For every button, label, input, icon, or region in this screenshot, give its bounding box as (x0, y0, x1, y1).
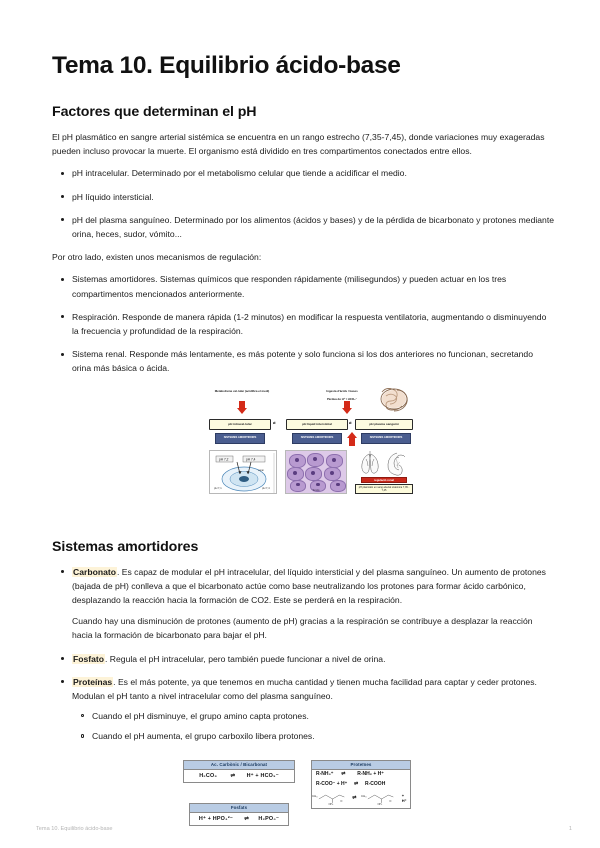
term-carbonate: Carbonato (73, 566, 116, 577)
svg-text:pH 7,2: pH 7,2 (219, 457, 229, 462)
equilibrium-symbol-1: ⇌ (273, 420, 276, 425)
equation-proteins-row-amino (312, 770, 410, 779)
amino-acid-structure-icon (312, 790, 347, 805)
equation-box-phosphate (189, 803, 289, 827)
intestine-icon (377, 386, 413, 414)
section-heading-ph-factors: Factores que determinan el pH (52, 104, 257, 120)
arrow-down-right-head (342, 408, 352, 414)
equation-header-proteins: Proteïnes (312, 761, 410, 770)
regulation-list (52, 272, 554, 375)
list-item: Sistemas amortidores. Sistemas químicos que responden rápidamente (milisegundos) y pueden actuar en los tres compartimentos mencionados anteriormente. (52, 272, 554, 300)
box-buffers-plasma: SISTEMES AMORTIDORS (361, 433, 411, 444)
page-title: Tema 10. Equilibrio ácido-base (52, 52, 401, 79)
proteins-row2-left: R-COO⁻ + H⁺ (316, 780, 348, 787)
equilibrium-symbol-2: ⇌ (349, 420, 352, 425)
list-item-carbonate (52, 565, 554, 643)
label-renal-regulation: regulació renal (361, 477, 407, 483)
equation-header-phosphate: Fosfats (190, 804, 288, 813)
protein-sub-list (72, 709, 554, 743)
arrow-up-renal (349, 437, 355, 446)
label-ph-range-note: pH plasmàtic en sang arterial sistèmica 7,35 - 7,45 (355, 484, 413, 494)
structure-proton-label: + H⁺ (401, 792, 407, 803)
panel-cell-diagram (209, 450, 277, 494)
box-buffers-interstitial: SISTEMES AMORTIDORS (292, 433, 342, 444)
equation-carbonic-right: H⁺ + HCO₃⁻ (246, 773, 279, 780)
equation-box-carbonic (183, 760, 295, 784)
panel-tissue-cells (285, 450, 347, 494)
box-buffers-intracellular: SISTEMES AMORTIDORS (215, 433, 265, 444)
arrow-up-renal-head (347, 432, 357, 438)
proteins-row1-arrow: ⇌ (341, 771, 346, 778)
regulation-intro-paragraph: Por otro lado, existen unos mecanismos de regulación: (52, 252, 262, 263)
equation-proteins-row-carboxyl (312, 779, 410, 788)
cell-schematic-icon (210, 451, 277, 494)
svg-text:CH₃: CH₃ (312, 794, 318, 799)
proteins-row1-right: R-NH₂ + H⁺ (357, 771, 384, 778)
compartment-list (52, 166, 554, 241)
equation-carbonic-arrow: ⇌ (230, 773, 236, 780)
list-item: pH líquido intersticial. (52, 190, 554, 204)
proteins-row2-right: R-COOH (365, 780, 386, 787)
list-item: Respiración. Responde de manera rápida (1-2 minutos) en modificar la respuesta ventilatoria, augmentando o disminuyendo la frecuencia y profundidad de la respiración. (52, 310, 554, 338)
box-ph-plasma: pH plasma sanguini (355, 419, 413, 430)
equation-header-carbonic: Ac. Carbònic / Bicarbonat (184, 761, 294, 770)
sub-list-item: Cuando el pH aumenta, el grupo carboxilo libera protones. (72, 729, 554, 743)
term-proteins: Proteínas (73, 676, 113, 687)
panel-lungs-kidney (355, 450, 413, 494)
term-proteins-text: . Es el más potente, ya que tenemos en mucha cantidad y tienen mucha facilidad para captar y ceder protones. Modulan el pH tanto a nivel intracelular como del plasma sanguíneo. (72, 676, 537, 702)
svg-text:CH₃: CH₃ (361, 794, 367, 799)
svg-text:NH₂: NH₂ (378, 803, 383, 806)
panel-caption-tissue: Teixits (312, 488, 320, 492)
buffer-systems-list (52, 565, 554, 744)
svg-text:espai: espai (258, 468, 264, 472)
svg-text:O: O (389, 800, 392, 804)
carbonate-extra-paragraph: Cuando hay una disminución de protones (aumento de pH) gracias a la respiración se contribuye a desplazar la reacción hacia la formación de bicarbonato para bajar el pH. (72, 616, 533, 641)
lungs-kidney-icon (355, 450, 413, 476)
proteins-row2-arrow: ⇌ (354, 780, 359, 787)
equation-body-phosphate (190, 813, 288, 825)
equation-proteins-structures (312, 788, 410, 808)
proteins-row1-left: R-NH₃⁺ (316, 771, 334, 778)
list-item-phosphate (52, 652, 554, 666)
term-phosphate: Fosfato (73, 653, 105, 664)
footer-page-number: 1 (568, 826, 572, 832)
equation-phosphate-left: H⁺ + HPO₄²⁻ (198, 816, 233, 823)
svg-text:pH 7,1: pH 7,1 (214, 486, 222, 490)
equation-box-proteins (311, 760, 411, 810)
intro-paragraph: El pH plasmático en sangre arterial sistémica se encuentra en un rango estrecho (7,35-7,45), donde variaciones muy exageradas pueden incluso provocar la muerte. El organismo está dividido en tres compartimentos conectados entre ellos. (52, 132, 545, 157)
term-phosphate-text: . Regula el pH intracelular, pero también puede funcionar a nivel de orina. (105, 653, 386, 664)
footer-title: Tema 10. Equilibrio ácido-base (36, 826, 113, 832)
list-item: pH del plasma sanguíneo. Determinado por los alimentos (ácidos y bases) y de la pérdida de bicarbonato y protones mediante orina, heces, sudor, vómito... (52, 213, 554, 241)
list-item: pH intracelular. Determinado por el metabolismo celular que tiende a acidificar el medio. (52, 166, 554, 180)
svg-text:O: O (340, 800, 343, 804)
equation-phosphate-arrow: ⇌ (244, 816, 249, 823)
box-ph-interstitial: pH líquid intersticial (286, 419, 348, 430)
svg-text:pH 7,4: pH 7,4 (262, 486, 270, 490)
equation-carbonic-left: H₂CO₃ (199, 773, 218, 780)
arrow-down-left-head (237, 408, 247, 414)
svg-text:pH 7,4: pH 7,4 (246, 457, 256, 462)
box-ph-intracellular: pH intracel·lular (209, 419, 271, 430)
figure-ph-compartments-flow (189, 390, 417, 515)
equation-phosphate-right: H₂PO₄⁻ (258, 816, 280, 823)
svg-text:NH₃: NH₃ (328, 803, 334, 806)
section-heading-buffers: Sistemas amortidores (52, 538, 199, 555)
figure-label-metabolism: Metabolisme cel·lular (acidifica el medi) (214, 388, 270, 393)
figure-label-loss: Pèrdua de H⁺ / HCO₃⁻ (326, 396, 358, 401)
sub-list-item: Cuando el pH disminuye, el grupo amino capta protones. (72, 709, 554, 723)
equation-body-carbonic (184, 770, 294, 782)
amino-acid-structure-icon-2 (361, 790, 396, 805)
page-footer (0, 826, 600, 832)
list-item-proteins (52, 675, 554, 744)
list-item: Sistema renal. Responde más lentamente, es más potente y solo funciona si los dos anteriores no funcionan, secretando orina más básica o ácida. (52, 347, 554, 375)
term-carbonate-text: . Es capaz de modular el pH intracelular, del líquido intersticial y del plasma sanguíneo. Un aumento de protones (bajada de pH) conlleva a que el bicarbonato actúe como base neutralizando los protones para formar ácido carbónico, desplazando la reacción hacia la formación de CO2. Este se perderá en la respiración. (72, 566, 546, 606)
figure-label-intake: Ingesta d'àcids / bases (326, 388, 358, 393)
structure-arrow: ⇌ (352, 794, 357, 801)
